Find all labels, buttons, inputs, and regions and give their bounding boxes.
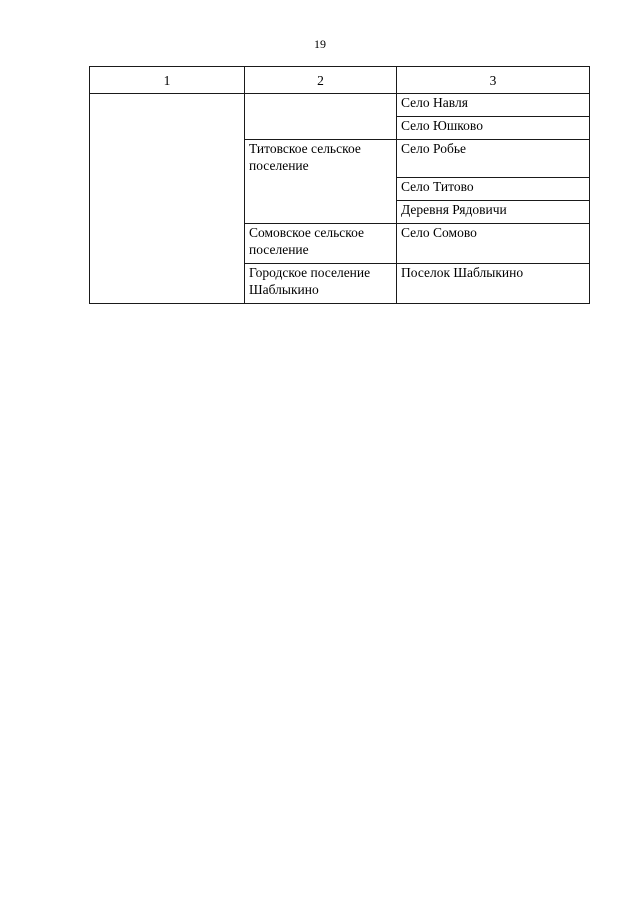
municipality-cell: Сомовское сельское поселение	[245, 224, 397, 264]
settlement-cell: Село Робье	[397, 140, 590, 178]
settlements-table	[89, 66, 590, 304]
table-row	[90, 94, 590, 117]
municipality-cell: Титовское сельское поселение	[245, 140, 397, 224]
settlement-cell: Деревня Рядовичи	[397, 201, 590, 224]
settlement-cell: Село Навля	[397, 94, 590, 117]
column-header-1: 1	[90, 67, 245, 94]
column-header-2: 2	[245, 67, 397, 94]
settlement-cell: Село Титово	[397, 178, 590, 201]
settlement-cell: Поселок Шаблыкино	[397, 264, 590, 304]
column-header-3: 3	[397, 67, 590, 94]
municipality-cell: Городское поселение Шаблыкино	[245, 264, 397, 304]
settlement-cell: Село Сомово	[397, 224, 590, 264]
district-cell	[90, 94, 245, 304]
settlement-cell: Село Юшково	[397, 117, 590, 140]
municipality-cell-empty	[245, 94, 397, 140]
page-number: 19	[314, 37, 326, 51]
table-header-row	[90, 67, 590, 94]
